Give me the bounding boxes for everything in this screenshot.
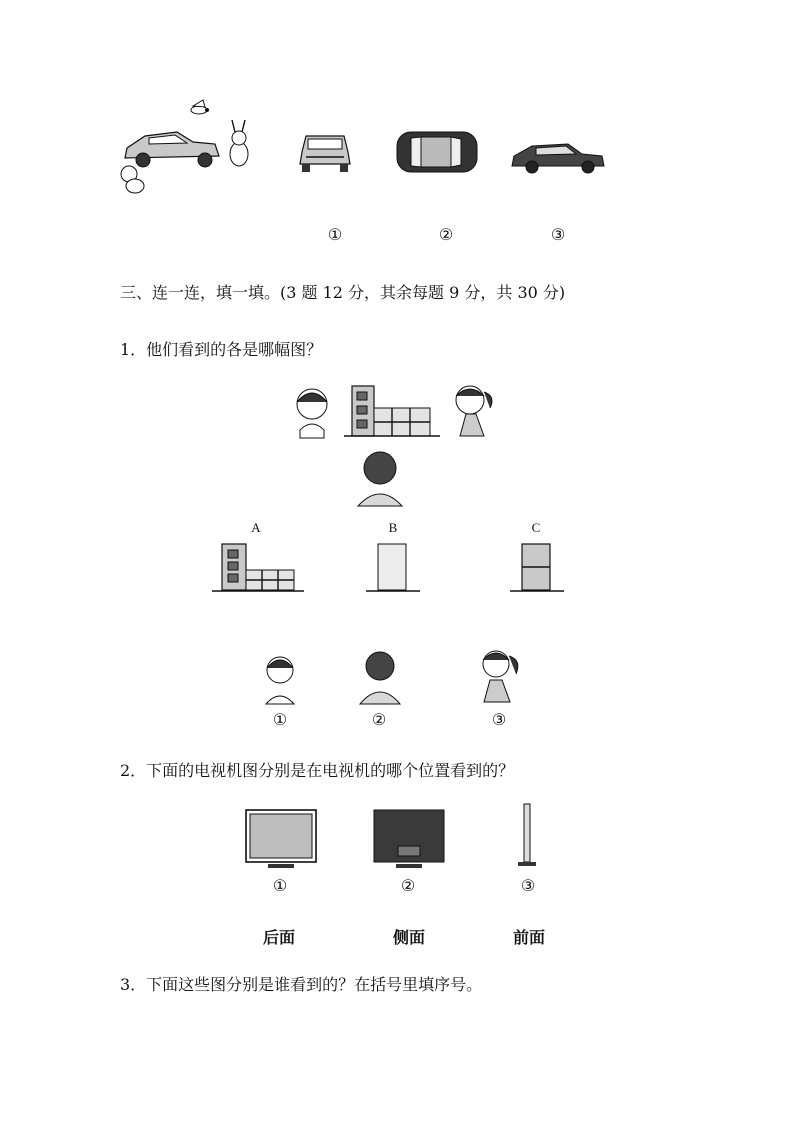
view-picture-b — [364, 540, 422, 594]
tv-back-icon — [372, 808, 446, 870]
position-label-back: 后面 — [262, 928, 295, 947]
girl-right-icon — [456, 386, 492, 436]
child-boy-2-icon — [356, 650, 404, 706]
tv-number-3: ③ — [520, 876, 536, 895]
tv-number-2: ② — [400, 876, 416, 895]
child-girl-1-icon — [258, 654, 302, 706]
car-front-view — [298, 130, 352, 174]
monkey-icon — [121, 166, 144, 193]
bird-icon — [191, 100, 209, 114]
view-label-a: A — [251, 520, 261, 535]
block-structure — [344, 386, 440, 436]
option-number-3: ③ — [550, 225, 566, 244]
option-number-2: ② — [438, 225, 454, 244]
question-3-text: 3．下面这些图分别是谁看到的？在括号里填序号。 — [120, 975, 483, 994]
boy-back-icon — [358, 452, 402, 506]
option-number-1: ① — [327, 225, 343, 244]
view-label-b: B — [388, 520, 398, 535]
question-1-text: 1．他们看到的各是哪幅图？ — [120, 340, 323, 359]
question-2-text: 2．下面的电视机图分别是在电视机的哪个位置看到的？ — [120, 761, 515, 780]
view-picture-c — [508, 540, 566, 594]
child-girl-3-icon — [472, 648, 526, 706]
car-scene-illustration — [115, 98, 235, 198]
child-number-1: ① — [272, 710, 288, 729]
position-label-front: 前面 — [512, 928, 545, 947]
tv-front-icon — [244, 808, 318, 870]
car-top-view — [395, 128, 479, 178]
girl-left-icon — [297, 389, 327, 438]
view-picture-a — [210, 540, 306, 594]
child-number-3: ③ — [491, 710, 507, 729]
child-number-2: ② — [371, 710, 387, 729]
position-label-side: 侧面 — [392, 928, 425, 947]
section-heading: 三、连一连，填一填。(3 题 12 分，其余每题 9 分，共 30 分) — [120, 283, 566, 302]
car-side-view — [510, 138, 606, 174]
blocks-scene-illustration — [290, 382, 510, 512]
view-label-c: C — [531, 520, 541, 535]
rabbit-icon — [230, 120, 248, 166]
tv-number-1: ① — [272, 876, 288, 895]
tv-side-icon — [514, 802, 540, 870]
